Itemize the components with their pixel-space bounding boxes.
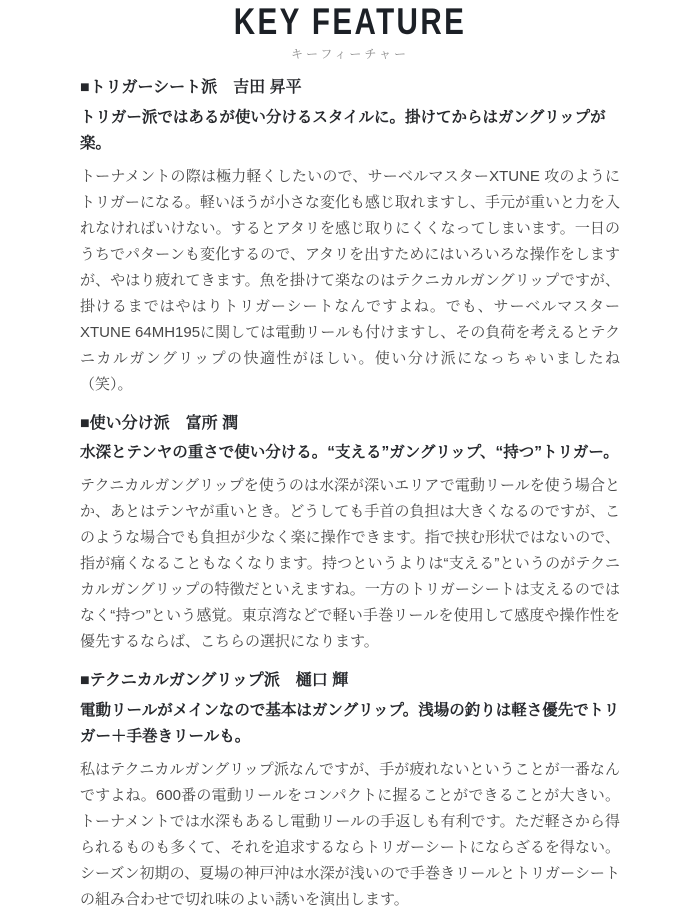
article-page <box>80 0 620 913</box>
page-title: KEY FEATURE <box>233 1 467 42</box>
section-body: テクニカルガングリップを使うのは水深が深いエリアで電動リールを使う場合とか、あとはテンヤが重いとき。どうしても手首の負担は大きくなるのですが、このような場合でも負担が少なく楽に操作できます。指で挟む形状ではないので、指が痛くなることもなくなります。持つというよりは“支える”というのがテクニカルガングリップの特徴だといえますね。一方のトリガーシートは支えるのではなく“持つ”という感覚。東京湾などで軽い手巻リールを使用して感度や操作性を優先するならば、こちらの選択になります。 <box>80 477 620 651</box>
section-heading: ■トリガーシート派 吉田 昇平 <box>80 79 302 96</box>
section-lead: 水深とテンヤの重さで使い分ける。“支える”ガングリップ、“持つ”トリガー。 <box>80 444 619 462</box>
section-lead: トリガー派ではあるが使い分けるスタイルに。掛けてからはガングリップが楽。 <box>80 108 606 152</box>
section-body: トーナメントの際は極力軽くしたいので、サーベルマスターXTUNE 攻のようにトリガーになる。軽いほうが小さな変化も感じ取れますし、手元が重いと力を入れなければいけない。するとアタリを感じ取りにくくなってしまいます。一日のうちでパターンも変化するので、アタリを出すためにはいろいろな操作をしますが、やはり疲れてきます。魚を掛けて楽なのはテクニカルガングリップですが、掛けるまではやはりトリガーシートなんですよね。でも、サーベルマスターXTUNE 64MH195に関しては電動リールも付けますし、その負荷を考えるとテクニカルガングリップの快適性がほしい。使い分け派になっちゃいましたね（笑）。 <box>80 167 620 393</box>
section-switch-style <box>80 413 620 656</box>
section-trigger-seat <box>80 77 620 398</box>
section-heading: ■使い分け派 富所 潤 <box>80 414 239 432</box>
page-subtitle: キーフィーチャー <box>290 47 410 61</box>
section-technical-gun-grip <box>80 670 620 913</box>
article-header <box>80 3 620 62</box>
section-lead: 電動リールがメインなので基本はガングリップ。浅場の釣りは軽さ優先でトリガー＋手巻きリールも。 <box>80 701 620 745</box>
section-heading: ■テクニカルガングリップ派 樋口 輝 <box>80 672 349 690</box>
section-body: 私はテクニカルガングリップ派なんですが、手が疲れないということが一番なんですよね。600番の電動リールをコンパクトに握ることができることが大きい。トーナメントでは水深もあるし電動リールの手返しも有利です。ただ軽さから得られるものも多くて、それを追求するならトリガーシートにならざるを得ない。シーズン初期の、夏場の神戸沖は水深が浅いので手巻きリールとトリガーシートの組み合わせで切れ味のよい誘いを演出します。 <box>80 760 620 908</box>
